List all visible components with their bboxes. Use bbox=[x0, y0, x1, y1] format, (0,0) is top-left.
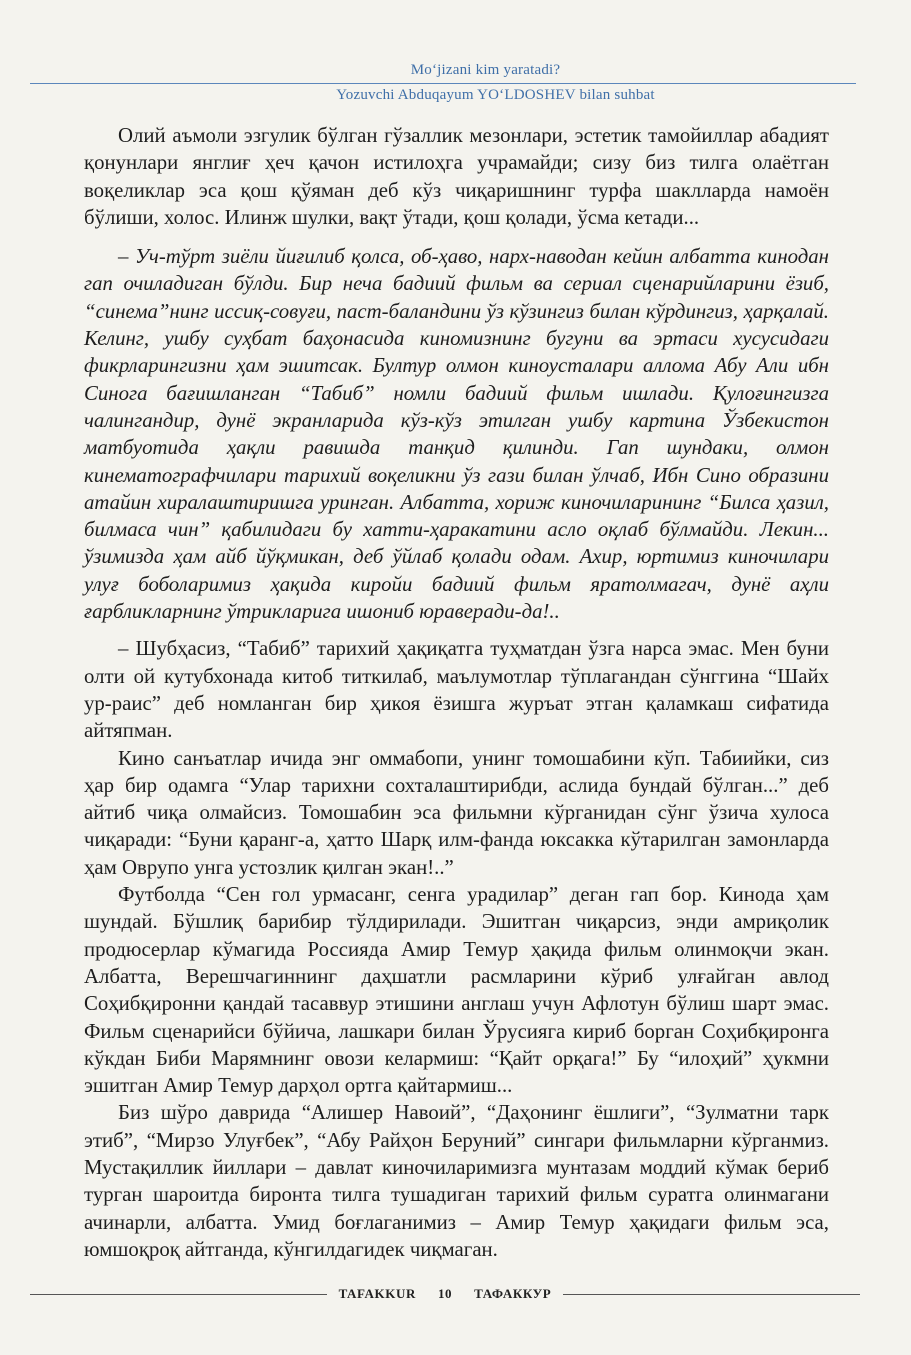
header-rule bbox=[30, 83, 856, 84]
page-footer bbox=[30, 1284, 860, 1304]
interview-question: – Уч-тўрт зиёли йиғилиб қолса, об-ҳаво, нарх-наводан кейин албатта кинодан гап очиладиган бўлди. Бир неча бадиий фильм ва сериал сценарийларини ёзиб, “синема”нинг иссиқ-совуғи, паст-баландини ўз кўзингиз билан кўрдингиз, ҳарқалай. Келинг, ушбу суҳбат баҳонасида киномизнинг бугуни ва эртаси хусусидаги фикрларингизни ҳам эшитсак. Бултур олмон киноусталари аллома Абу Али ибн Синога бағишланган “Табиб” номли бадиий фильм ишлади. Қулоғингизга чалингандир, дунё экранларида кўз-кўз этилган ушбу картина Ўзбекистон матбуотида ҳақли равишда танқид қилинди. Гап шундаки, олмон кинематографчилари тарихий воқеликни ўз гази билан ўлчаб, Ибн Сино образини атайин хиралаштиришга уринган. Албатта, хориж киночиларининг “Билса ҳазил, билмаса чин” қабилидаги бу хатти-ҳаракатини асло оқлаб бўлмайди. Лекин... ўзимизда ҳам айб йўқмикан, деб ўйлаб қолади одам. Ахир, юртимиз киночилари улуғ боболаримиз ҳақида киройи бадиий фильм яратолмагач, дунё аҳли ғарбликларнинг ўтрикларига ишониб юраверади-да!.. bbox=[84, 245, 829, 624]
paragraph: Биз шўро даврида “Алишер Навоий”, “Даҳонинг ёшлиги”, “Зулматни тарк этиб”, “Мирзо Улуғбек”, “Абу Райҳон Беруний” сингари фильмларни кўрганмиз. Мустақиллик йиллари – давлат киночиларимизга мунтазам моддий кўмак бериб турган шароитда биронта тилга тушадиган тарихий фильм суратга олинмагани ачинарли, албатта. Умид боғлаганимиз – Амир Темур ҳақидаги фильм эса, юмшоқроқ айтганда, кўнгилдагидек чиқмаган. bbox=[84, 1101, 829, 1261]
page-number: 10 bbox=[437, 1286, 453, 1301]
paragraph: Футболда “Сен гол урмасанг, сенга урадилар” деган гап бор. Кинода ҳам шундай. Бўшлиқ барибир тўлдирилади. Эшитган чиқарсиз, энди амриқолик продюсерлар кўмагида Россияда Амир Темур ҳақида фильм олинмоқчи экан. Албатта, Верешчагиннинг даҳшатли расмларини кўриб улғайган авлод Соҳибқиронни қандай тасаввур этишини англаш учун Афлотун бўлиш шарт эмас. Фильм сценарийси бўйича, лашкари билан Ўрусияга кириб борган Соҳибқиронга кўкдан Биби Марямнинг овози келармиш: “Қайт орқага!” Бу “илоҳий” ҳукмни эшитган Амир Темур дарҳол ортга қайтармиш... bbox=[84, 883, 829, 1098]
footer-rule-right bbox=[563, 1294, 860, 1295]
running-header bbox=[0, 62, 911, 104]
paragraph: – Шубҳасиз, “Табиб” тарихий ҳақиқатга туҳматдан ўзга нарса эмас. Мен буни олти ой кутубхонада китоб титкилаб, маълумотлар тўплагандан сўнггина “Шайх ур-раис” деб номланган бир ҳикоя ёзишга журъат этган қаламкаш сифатида айтяпман. bbox=[84, 637, 829, 743]
paragraph: Кино санъатлар ичида энг оммабопи, унинг томошабини кўп. Табиийки, сиз ҳар бир одамга “Улар тарихни сохталаштирибди, аслида бундай бўлган...” деб айтиб чиқа олмайсиз. Томошабин эса фильмни кўрганидан сўнг ўзича хулоса чиқаради: “Буни қаранг-а, ҳатто Шарқ илм-фанда юксакка кўтарилган замонларда ҳам Оврупо унга устозлик қилган экан!..” bbox=[84, 746, 829, 879]
header-subtitle: Yozuvchi Abduqayum YO‘LDOSHEV bilan suhbat bbox=[336, 87, 655, 103]
footer-rule-left bbox=[30, 1294, 327, 1295]
header-title: Mo‘jizani kim yaratadi? bbox=[410, 62, 561, 78]
paragraph: Олий аъмоли эзгулик бўлган гўзаллик мезонлари, эстетик тамойиллар абадият қонунлари янглиғ ҳеч қачон истилоҳга учрамайди; сизу биз тилга олаётган воқеликлар эса қош қўяман деб кўз чиқаришнинг турфа шаклларда намоён бўлиши, холос. Илинж шулки, вақт ўтади, қош қолади, ўсма кетади... bbox=[84, 124, 829, 229]
footer-magazine-cyrillic: ТАФАККУР bbox=[474, 1286, 552, 1301]
article-body bbox=[84, 122, 829, 1263]
footer-magazine-latin: TAFAKKUR bbox=[338, 1286, 416, 1301]
